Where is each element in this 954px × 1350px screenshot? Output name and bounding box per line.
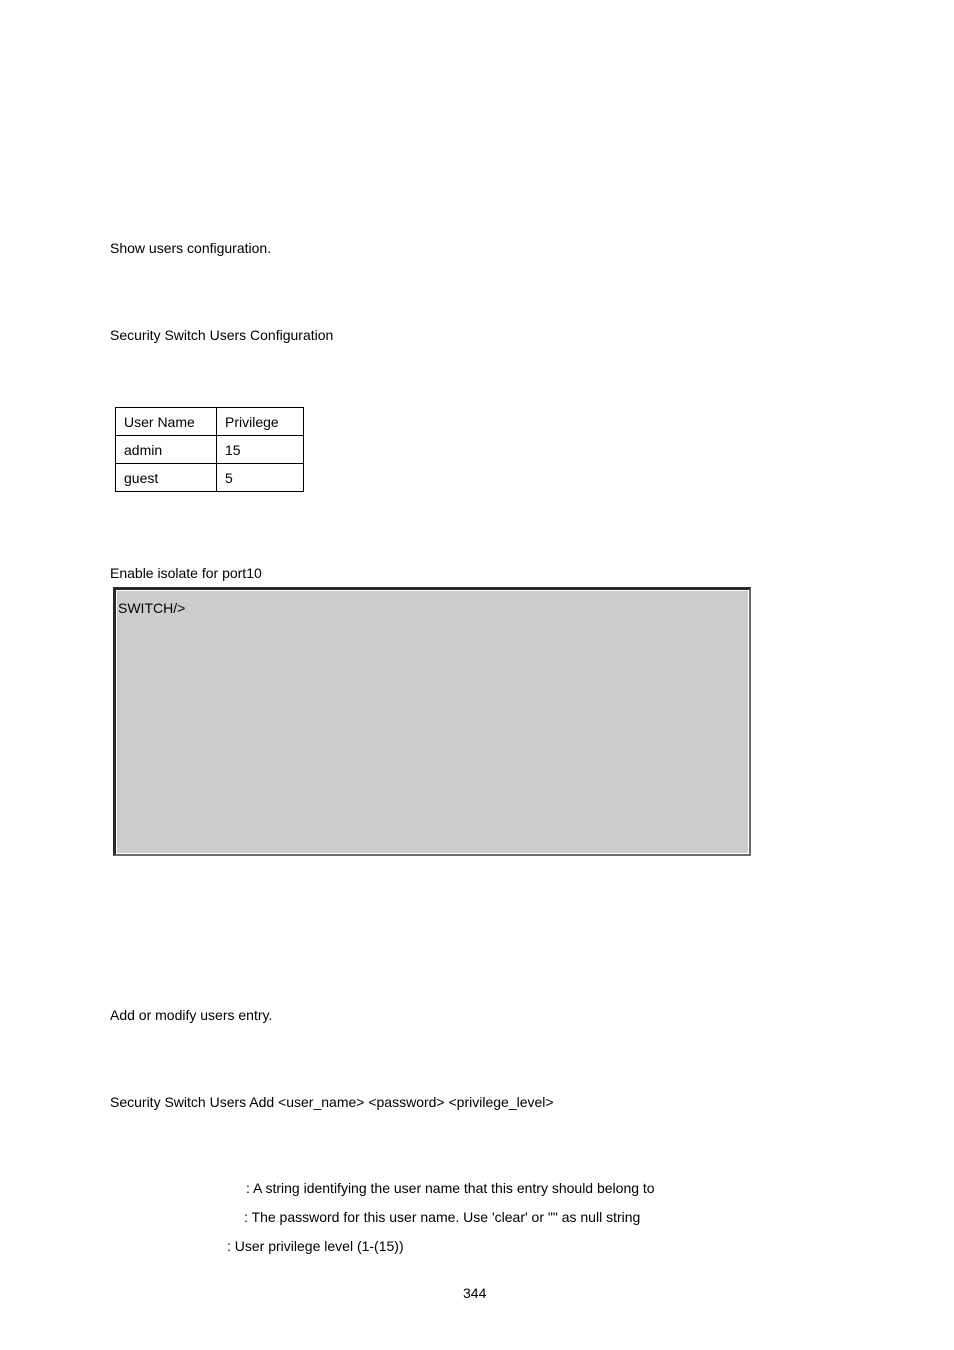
param-user-name-desc: : A string identifying the user name that this entry should belong to: [246, 1180, 655, 1196]
header-privilege: Privilege: [217, 408, 304, 436]
header-user-name: User Name: [116, 408, 217, 436]
terminal-example-box: [113, 587, 751, 856]
syntax-users-add: Security Switch Users Add <user_name> <password> <privilege_level>: [110, 1094, 554, 1110]
description-add-users: Add or modify users entry.: [110, 1007, 273, 1023]
cell-user-name: guest: [116, 464, 217, 492]
cell-privilege: 15: [217, 436, 304, 464]
cell-privilege: 5: [217, 464, 304, 492]
page-number: 344: [463, 1285, 487, 1301]
terminal-prompt: SWITCH/>: [118, 600, 186, 616]
description-show-users: Show users configuration.: [110, 240, 272, 256]
example-caption: Enable isolate for port10: [110, 565, 262, 581]
syntax-users-configuration: Security Switch Users Configuration: [110, 327, 334, 343]
table-row: [116, 436, 304, 464]
param-password-desc: : The password for this user name. Use 'clear' or "" as null string: [244, 1209, 641, 1225]
table-header-row: [116, 408, 304, 436]
param-privilege-desc: : User privilege level (1-(15)): [227, 1238, 404, 1254]
table-row: [116, 464, 304, 492]
users-table: [115, 407, 304, 492]
cell-user-name: admin: [116, 436, 217, 464]
